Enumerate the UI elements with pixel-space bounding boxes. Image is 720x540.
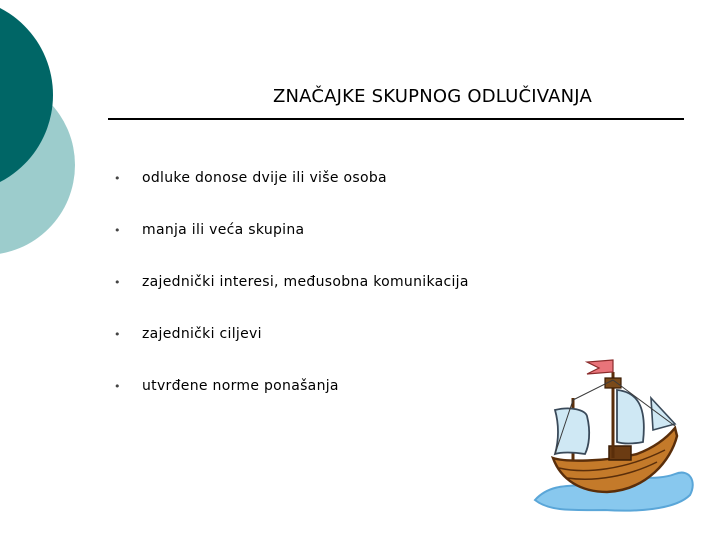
bullet-text: manja ili veća skupina <box>142 222 305 238</box>
bullet-marker: • <box>114 224 121 237</box>
bullet-text: zajednički ciljevi <box>142 326 262 342</box>
list-item <box>110 222 670 274</box>
bullet-text: utvrđene norme ponašanja <box>142 378 339 394</box>
bullet-marker: • <box>114 276 121 289</box>
main-sail <box>617 390 644 444</box>
title-underline <box>108 118 684 120</box>
list-item <box>110 274 670 326</box>
bullet-text: odluke donose dvije ili više osoba <box>142 170 387 186</box>
sailing-ship-icon <box>525 350 705 520</box>
fore-sail <box>555 408 589 454</box>
bullet-marker: • <box>114 328 121 341</box>
jib-sail <box>651 398 675 430</box>
bullet-text: zajednički interesi, međusobna komunikacija <box>142 274 469 290</box>
list-item <box>110 170 670 222</box>
slide-title: ZNAČAJKE SKUPNOG ODLUČIVANJA <box>272 86 592 107</box>
ship-flag <box>587 360 613 374</box>
bullet-marker: • <box>114 172 121 185</box>
bullet-marker: • <box>114 380 121 393</box>
